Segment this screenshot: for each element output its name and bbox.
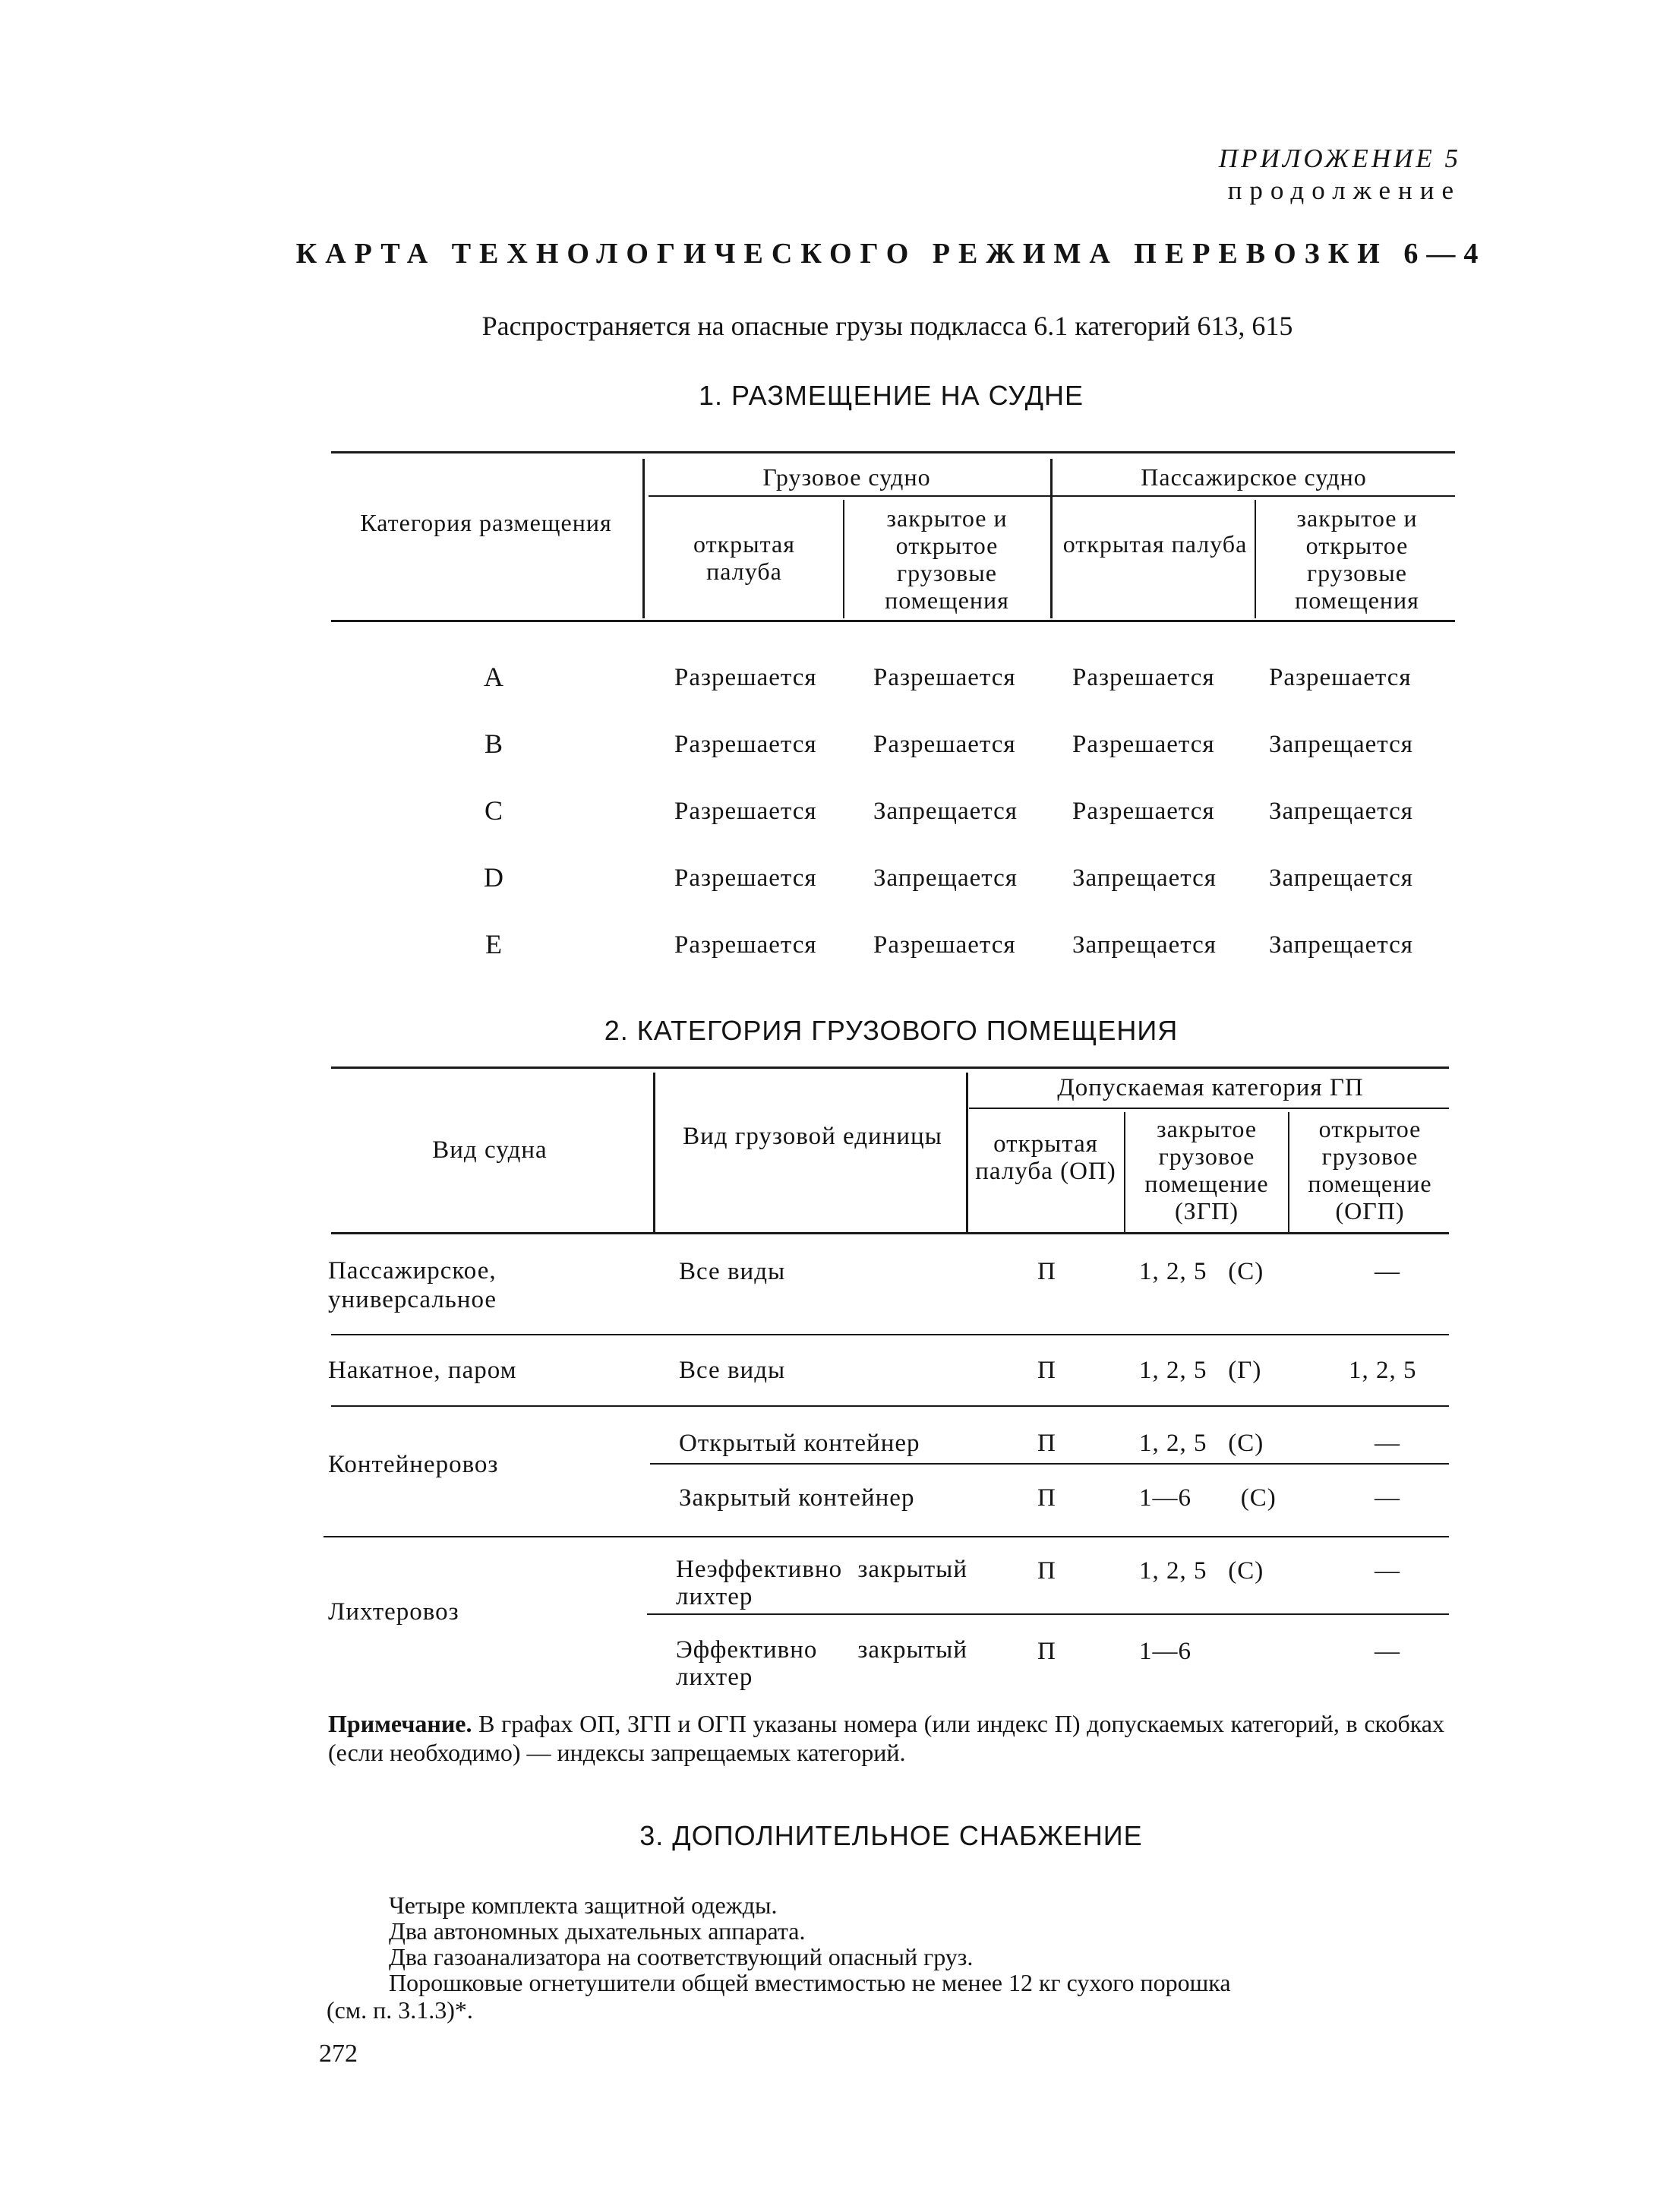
placement-category-d: D: [484, 862, 503, 893]
placement-category-b: B: [484, 728, 503, 759]
table-cell: Запрещается: [1269, 731, 1413, 758]
op-cell: П: [1037, 1430, 1056, 1457]
op-cell: П: [1037, 1258, 1056, 1285]
ogp-cell: —: [1375, 1430, 1400, 1457]
placement-category-a: A: [484, 662, 503, 692]
zgp-cell: 1—6: [1139, 1638, 1192, 1665]
row-rule: [324, 1536, 1449, 1537]
header-passenger-vessel: Пассажирское судно: [1141, 463, 1367, 491]
header-closed-hold-zgp: закрытое грузовое помещение (ЗГП): [1144, 1115, 1269, 1224]
table2-divider: [1288, 1112, 1289, 1232]
ogp-cell: —: [1375, 1258, 1400, 1285]
ogp-cell: —: [1375, 1557, 1400, 1585]
appendix-continued: продолжение: [1227, 175, 1461, 205]
cargo-unit-cell: Закрытый контейнер: [679, 1484, 915, 1512]
header-open-hold-ogp: открытое грузовое помещение (ОГП): [1308, 1115, 1432, 1224]
row-rule: [650, 1463, 1449, 1465]
vessel-type-cell: Накатное, паром: [328, 1357, 517, 1384]
header-passenger-open-deck: открытая палуба: [1062, 530, 1248, 558]
table-cell: Разрешается: [1269, 664, 1412, 691]
table-cell: Разрешается: [674, 664, 817, 691]
header-placement-category: Категория размещения: [360, 509, 612, 536]
row-rule: [647, 1613, 1449, 1615]
header-passenger-closed-holds: закрытое и открытое грузовые помещения: [1295, 504, 1419, 614]
table-cell: Запрещается: [1072, 864, 1217, 892]
header-cargo-open-deck: открытая палуба: [693, 530, 795, 585]
table2-top-rule: [331, 1066, 1449, 1069]
header-vessel-type: Вид судна: [432, 1136, 548, 1164]
cargo-unit-cell: Все виды: [679, 1258, 786, 1285]
table-cell: Разрешается: [873, 931, 1016, 959]
table-cell: Запрещается: [873, 864, 1018, 892]
table-cell: Разрешается: [1072, 731, 1215, 758]
table2-divider: [1124, 1112, 1125, 1232]
table-cell: Разрешается: [873, 731, 1016, 758]
header-cargo-unit: Вид грузовой единицы: [683, 1123, 942, 1150]
header-open-deck-op: открытая палуба (ОП): [975, 1130, 1116, 1185]
table-note: [328, 1709, 1444, 1767]
zgp-cell: 1, 2, 5 (С): [1139, 1557, 1264, 1585]
cargo-unit-cell: Эффективно закрытый лихтер: [676, 1636, 967, 1691]
table-cell: Разрешается: [1072, 664, 1215, 691]
supply-line: Порошковые огнетушители общей вместимостью не менее 12 кг сухого порошка: [389, 1969, 1231, 1996]
table-cell: Разрешается: [674, 731, 817, 758]
supply-line: (см. п. 3.1.3)*.: [327, 1996, 473, 2024]
table2-header-bottom-rule: [331, 1232, 1449, 1234]
cargo-unit-cell: Неэффективно закрытый лихтер: [676, 1556, 967, 1610]
placement-category-c: C: [484, 795, 503, 826]
zgp-cell: 1, 2, 5 (С): [1139, 1430, 1264, 1457]
section1-heading: 1. РАЗМЕЩЕНИЕ НА СУДНЕ: [698, 380, 1084, 411]
table-cell: Разрешается: [1072, 798, 1215, 825]
section3-heading: 3. ДОПОЛНИТЕЛЬНОЕ СНАБЖЕНИЕ: [639, 1820, 1143, 1851]
document-subtitle: Распространяется на опасные грузы подкласса 6.1 категорий 613, 615: [481, 311, 1293, 341]
table-cell: Запрещается: [1072, 931, 1217, 959]
ogp-cell: —: [1375, 1638, 1400, 1665]
table1-divider: [843, 500, 844, 618]
zgp-cell: 1, 2, 5 (Г): [1139, 1357, 1262, 1384]
op-cell: П: [1037, 1484, 1056, 1512]
header-cargo-closed-holds: закрытое и открытое грузовые помещения: [885, 504, 1009, 614]
section2-heading: 2. КАТЕГОРИЯ ГРУЗОВОГО ПОМЕЩЕНИЯ: [604, 1015, 1179, 1046]
zgp-cell: 1—6 (С): [1139, 1484, 1277, 1512]
zgp-cell: 1, 2, 5 (С): [1139, 1258, 1264, 1285]
table1-divider: [1255, 500, 1256, 618]
note-text: В графах ОП, ЗГП и ОГП указаны номера (или индекс П) допускаемых категорий, в скобках (если необходимо) — индексы запрещаемых категорий.: [328, 1710, 1445, 1766]
document-title: КАРТА ТЕХНОЛОГИЧЕСКОГО РЕЖИМА ПЕРЕВОЗКИ 6—4: [295, 238, 1487, 270]
row-rule: [331, 1405, 1449, 1407]
cargo-unit-cell: Открытый контейнер: [679, 1430, 920, 1457]
ogp-cell: 1, 2, 5: [1349, 1357, 1417, 1384]
op-cell: П: [1037, 1557, 1056, 1585]
vessel-type-cell: Контейнеровоз: [328, 1451, 499, 1478]
cargo-unit-cell: Все виды: [679, 1357, 786, 1384]
op-cell: П: [1037, 1638, 1056, 1665]
table-cell: Запрещается: [873, 798, 1018, 825]
table2-group-rule: [969, 1108, 1449, 1109]
table1-divider: [642, 459, 645, 618]
table1-header-bottom-rule: [331, 620, 1455, 622]
appendix-title: ПРИЛОЖЕНИЕ 5: [1218, 144, 1461, 173]
ogp-cell: —: [1375, 1484, 1400, 1512]
table-cell: Разрешается: [674, 931, 817, 959]
row-rule: [331, 1334, 1449, 1335]
table-cell: Разрешается: [873, 664, 1016, 691]
table-cell: Запрещается: [1269, 864, 1413, 892]
vessel-type-cell: Пассажирское, универсальное: [328, 1257, 497, 1313]
supply-line: Четыре комплекта защитной одежды.: [389, 1891, 778, 1919]
table-cell: Запрещается: [1269, 931, 1413, 959]
table-cell: Разрешается: [674, 798, 817, 825]
supply-line: Два газоанализатора на соответствующий опасный груз.: [389, 1943, 974, 1970]
header-allowed-category: Допускаемая категория ГП: [1057, 1074, 1364, 1101]
placement-category-e: E: [485, 929, 502, 959]
page-number: 272: [319, 2040, 358, 2068]
table-cell: Разрешается: [674, 864, 817, 892]
op-cell: П: [1037, 1357, 1056, 1384]
table1-top-rule: [331, 451, 1455, 453]
vessel-type-cell: Лихтеровоз: [328, 1598, 459, 1626]
table-cell: Запрещается: [1269, 798, 1413, 825]
note-label: Примечание.: [328, 1710, 472, 1737]
header-cargo-vessel: Грузовое судно: [762, 463, 931, 491]
supply-line: Два автономных дыхательных аппарата.: [389, 1917, 806, 1945]
appendix-header: [1219, 143, 1461, 207]
table2-divider: [653, 1073, 655, 1232]
